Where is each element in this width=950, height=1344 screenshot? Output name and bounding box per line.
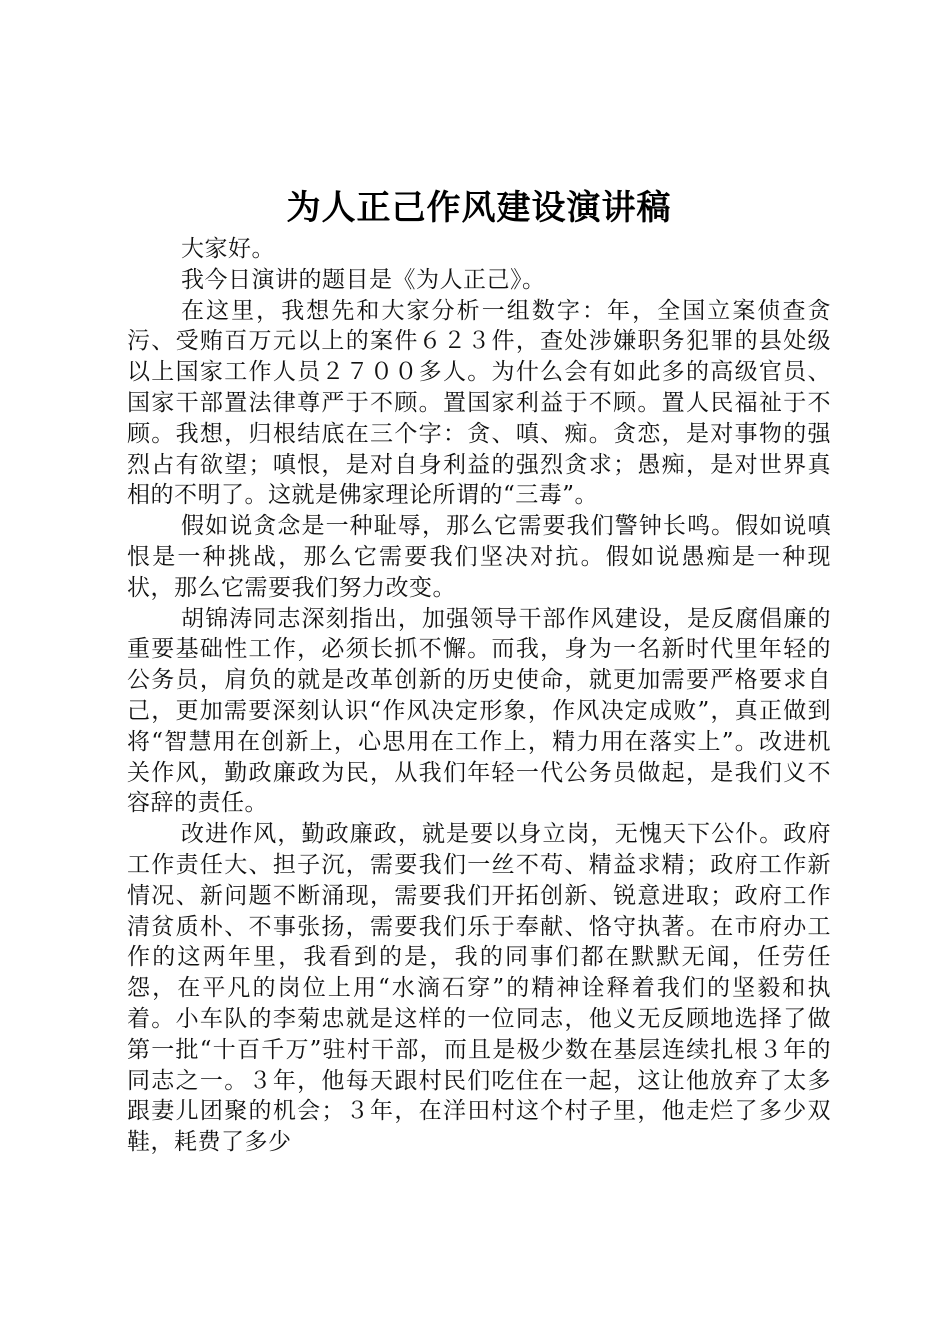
paragraph: 胡锦涛同志深刻指出，加强领导干部作风建设，是反腐倡廉的重要基础性工作，必须长抓不懈。而我，身为一名新时代里年轻的公务员，肩负的就是改革创新的历史使命，就更加需要严格要求自己，更加需要深刻认识“作风决定形象，作风决定成败”，真正做到将“智慧用在创新上，心思用在工作上，精力用在落实上”。改进机关作风，勤政廉政为民，从我们年轻一代公务员做起，是我们义不容辞的责任。 <box>127 605 831 817</box>
paragraph: 大家好。 <box>181 236 275 262</box>
paragraph: 在这里，我想先和大家分析一组数字：年，全国立案侦查贪污、受贿百万元以上的案件６２３件，查处涉嫌职务犯罪的县处级以上国家工作人员２７００多人。为什么会有如此多的高级官员、国家干部置法律尊严于不顾。置国家利益于不顾。置人民福祉于不顾。我想，归根结底在三个字：贪、嗔、痴。贪恋，是对事物的强烈占有欲望；嗔恨，是对自身利益的强烈贪求；愚痴，是对世界真相的不明了。这就是佛家理论所谓的“三毒”。 <box>127 297 831 509</box>
paragraph: 假如说贪念是一种耻辱，那么它需要我们警钟长鸣。假如说嗔恨是一种挑战，那么它需要我们坚决对抗。假如说愚痴是一种现状，那么它需要我们努力改变。 <box>127 513 831 601</box>
document-title: 为人正己作风建设演讲稿 <box>286 188 672 228</box>
paragraph: 改进作风，勤政廉政，就是要以身立岗，无愧天下公仆。政府工作责任大、担子沉，需要我们一丝不苟、精益求精；政府工作新情况、新问题不断涌现，需要我们开拓创新、锐意进取；政府工作清贫质朴、不事张扬，需要我们乐于奉献、恪守执著。在市府办工作的这两年里，我看到的是，我的同事们都在默默无闻，任劳任怨，在平凡的岗位上用“水滴石穿”的精神诠释着我们的坚毅和执着。小车队的李菊忠就是这样的一位同志，他义无反顾地选择了做第一批“十百千万”驻村干部，而且是极少数在基层连续扎根３年的同志之一。３年，他每天跟村民们吃住在一起，这让他放弃了太多跟妻儿团聚的机会；３年，在洋田村这个村子里，他走烂了多少双鞋，耗费了多少 <box>127 821 831 1156</box>
paragraph: 我今日演讲的题目是《为人正己》。 <box>181 266 546 293</box>
document-body <box>127 234 831 1158</box>
